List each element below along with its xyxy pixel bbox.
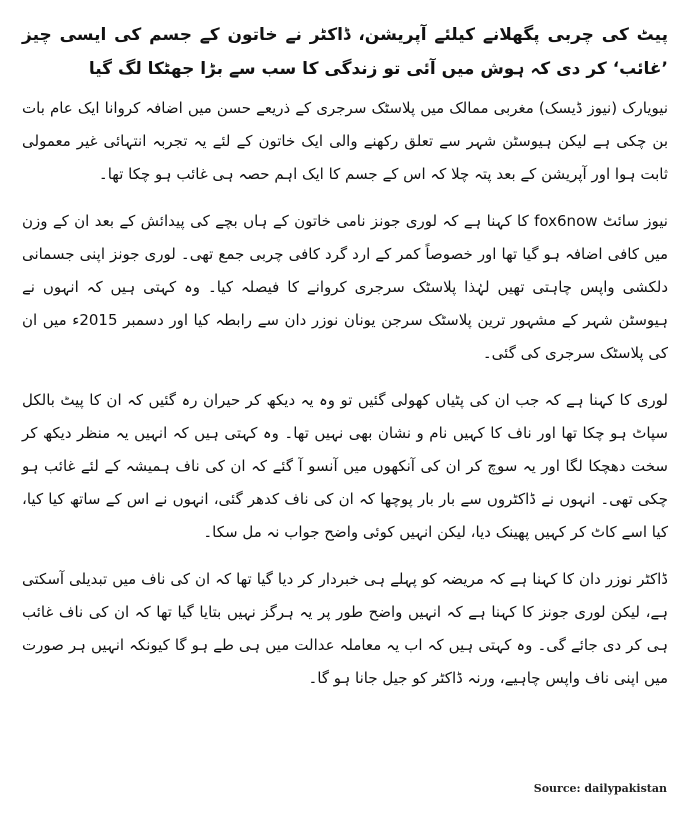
paragraph-2: نیوز سائٹ fox6now کا کہنا ہے کہ لوری جونز نامی خاتون کے ہاں بچے کی پیدائش کے بعد ان کے وزن میں کافی اضافہ ہو گیا تھا اور خصوصاً کمر کے ارد گرد کافی چربی جمع تھی۔ لوری جونز اپنی جسمانی دلکشی واپس چاہتی تھیں لہٰذا پلاسٹک سرجری کروانے کا فیصلہ کیا۔ وہ کہتی ہیں کہ انہوں نے ہیوسٹن شہر کے مشہور ترین پلاسٹک سرجن یونان نوزر دان سے رابطہ کیا اور دسمبر 2015ء میں ان کی پلاسٹک سرجری کی گئی۔ xyxy=(22,212,668,362)
source-credit: Source: dailypakistan xyxy=(533,782,667,795)
paragraph-4: ڈاکٹر نوزر دان کا کہنا ہے کہ مریضہ کو پہلے ہی خبردار کر دیا گیا تھا کہ ان کی ناف میں تبدیلی آسکتی ہے، لیکن لوری جونز کا کہنا ہے کہ انہیں واضح طور پر یہ ہرگز نہیں بتایا گیا تھا کہ ان کی ناف غائب ہی کر دی جائے گی۔ وہ کہتی ہیں کہ اب یہ معاملہ عدالت میں ہی طے ہو گا کیونکہ انہیں ہر صورت میں اپنی ناف واپس چاہیے، ورنہ ڈاکٹر کو جیل جانا ہو گا۔ xyxy=(22,570,668,687)
article xyxy=(22,18,668,709)
paragraph-3: لوری کا کہنا ہے کہ جب ان کی پٹیاں کھولی گئیں تو وہ یہ دیکھ کر حیران رہ گئیں کہ ان کا پیٹ بالکل سپاٹ ہو چکا تھا اور ناف کا کہیں نام و نشان بھی نہیں تھا۔ وہ کہتی ہیں کہ انہیں یہ منظر دیکھ کر سخت دھچکا لگا اور یہ سوچ کر ان کی آنکھوں میں آنسو آ گئے کہ ان کی ناف ہمیشہ کے لئے غائب ہو چکی تھی۔ انہوں نے ڈاکٹروں سے بار بار پوچھا کہ ان کی ناف کدھر گئی، انہوں نے اس کے ساتھ کیا کیا، کیا اسے کاٹ کر کہیں پھینک دیا، لیکن انہیں کوئی واضح جواب نہ مل سکا۔ xyxy=(22,391,668,541)
paragraph-1: نیویارک (نیوز ڈیسک) مغربی ممالک میں پلاسٹک سرجری کے ذریعے حسن میں اضافہ کروانا ایک عام بات بن چکی ہے لیکن ہیوسٹن شہر سے تعلق رکھنے والی ایک خاتون کے لئے یہ تجربہ انتہائی غیر معمولی ثابت ہوا اور آپریشن کے بعد پتہ چلا کہ اس کے جسم کا ایک اہم حصہ ہی غائب ہو چکا تھا۔ xyxy=(22,99,668,183)
headline: پیٹ کی چربی پگھلانے کیلئے آپریشن، ڈاکٹر نے خاتون کے جسم کی ایسی چیز ’غائب‘ کر دی کہ ہوش میں آئی تو زندگی کا سب سے بڑا جھٹکا لگ گیا xyxy=(22,25,668,79)
